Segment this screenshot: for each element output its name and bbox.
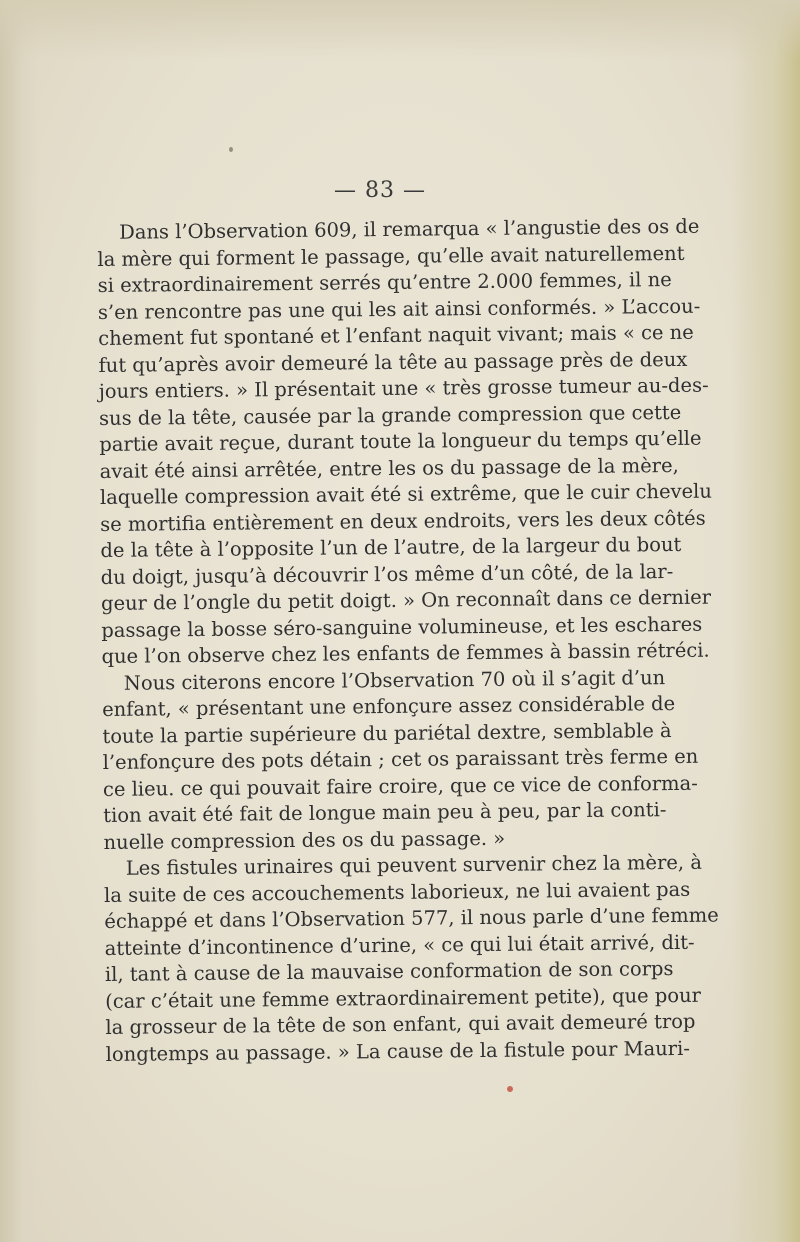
text-line: la grosseur de la tête de son enfant, qui avait demeuré trop: [105, 1009, 696, 1039]
ink-speck: [229, 147, 233, 152]
text-line: nuelle compression des os du passage. »: [103, 826, 506, 854]
text-line: jours entiers. » Il présentait une « très grosse tumeur au-des-: [98, 373, 709, 403]
text-line: Les fistules urinaires qui peuvent survenir chez la mère, à: [125, 850, 703, 880]
text-line: avait été ainsi arrêtée, entre les os du passage de la mère,: [99, 453, 679, 483]
text-line: il, tant à cause de la mauvaise conformation de son corps: [104, 957, 674, 986]
text-line: s’en rencontre pas une qui les ait ainsi conformés. » L’accou-: [97, 294, 701, 324]
text-line: sus de la tête, causée par la grande compression que cette: [98, 400, 682, 430]
ink-speck: [507, 1086, 513, 1092]
text-line: passage la bosse séro-sanguine volumineuse, et les eschares: [101, 612, 703, 642]
text-line: la mère qui forment le passage, qu’elle avait naturellement: [97, 241, 685, 271]
text-line: (car c’était une femme extraordinairement petite), que pour: [105, 983, 702, 1013]
page-edge-top: [0, 0, 800, 60]
text-line: du doigt, jusqu’à découvrir l’os même d’un côté, de la lar-: [100, 559, 674, 589]
text-line: fut qu’après avoir demeuré la tête au passage près de deux: [98, 347, 688, 377]
text-line: atteinte d’incontinence d’urine, « ce qui lui était arrivé, dit-: [104, 930, 695, 960]
text-line: partie avait reçue, durant toute la longueur du temps qu’elle: [99, 426, 702, 456]
text-line: l’enfonçure des pots détain ; cet os paraissant très ferme en: [102, 744, 699, 774]
text-line: échappé et dans l’Observation 577, il nous parle d’une femme: [104, 903, 719, 933]
text-line: la suite de ces accouchements laborieux, ne lui avaient pas: [103, 877, 691, 907]
text-line: geur de l’ongle du petit doigt. » On reconnaît dans ce dernier: [100, 585, 712, 615]
text-line: chement fut spontané et l’enfant naquit vivant; mais « ce ne: [98, 320, 694, 350]
text-line: ce lieu. ce qui pouvait faire croire, que ce vice de conforma-: [102, 771, 698, 801]
text-line: longtemps au passage. » La cause de la fistule pour Mauri-: [105, 1036, 690, 1066]
text-line: que l’on observe chez les enfants de femmes à bassin rétréci.: [101, 638, 710, 668]
text-line: se mortifia entièrement en deux endroits, vers les deux côtés: [100, 506, 706, 536]
body-text: [97, 214, 719, 1068]
text-line: si extraordinairement serrés qu’entre 2.000 femmes, il ne: [97, 267, 672, 297]
text-line: de la tête à l’opposite l’un de l’autre, de la largeur du bout: [100, 532, 682, 562]
text-line: toute la partie supérieure du pariétal dextre, semblable à: [102, 718, 672, 748]
page-number: — 83 —: [334, 178, 426, 203]
text-line: Nous citerons encore l’Observation 70 où il s’agit d’un: [123, 665, 666, 695]
text-line: enfant, « présentant une enfonçure assez considérable de: [102, 691, 676, 721]
text-line: laquelle compression avait été si extrême, que le cuir chevelu: [99, 479, 713, 509]
text-line: tion avait été fait de longue main peu à peu, par la conti-: [103, 798, 667, 827]
text-line: Dans l’Observation 609, il remarqua « l’angustie des os de: [119, 214, 700, 244]
